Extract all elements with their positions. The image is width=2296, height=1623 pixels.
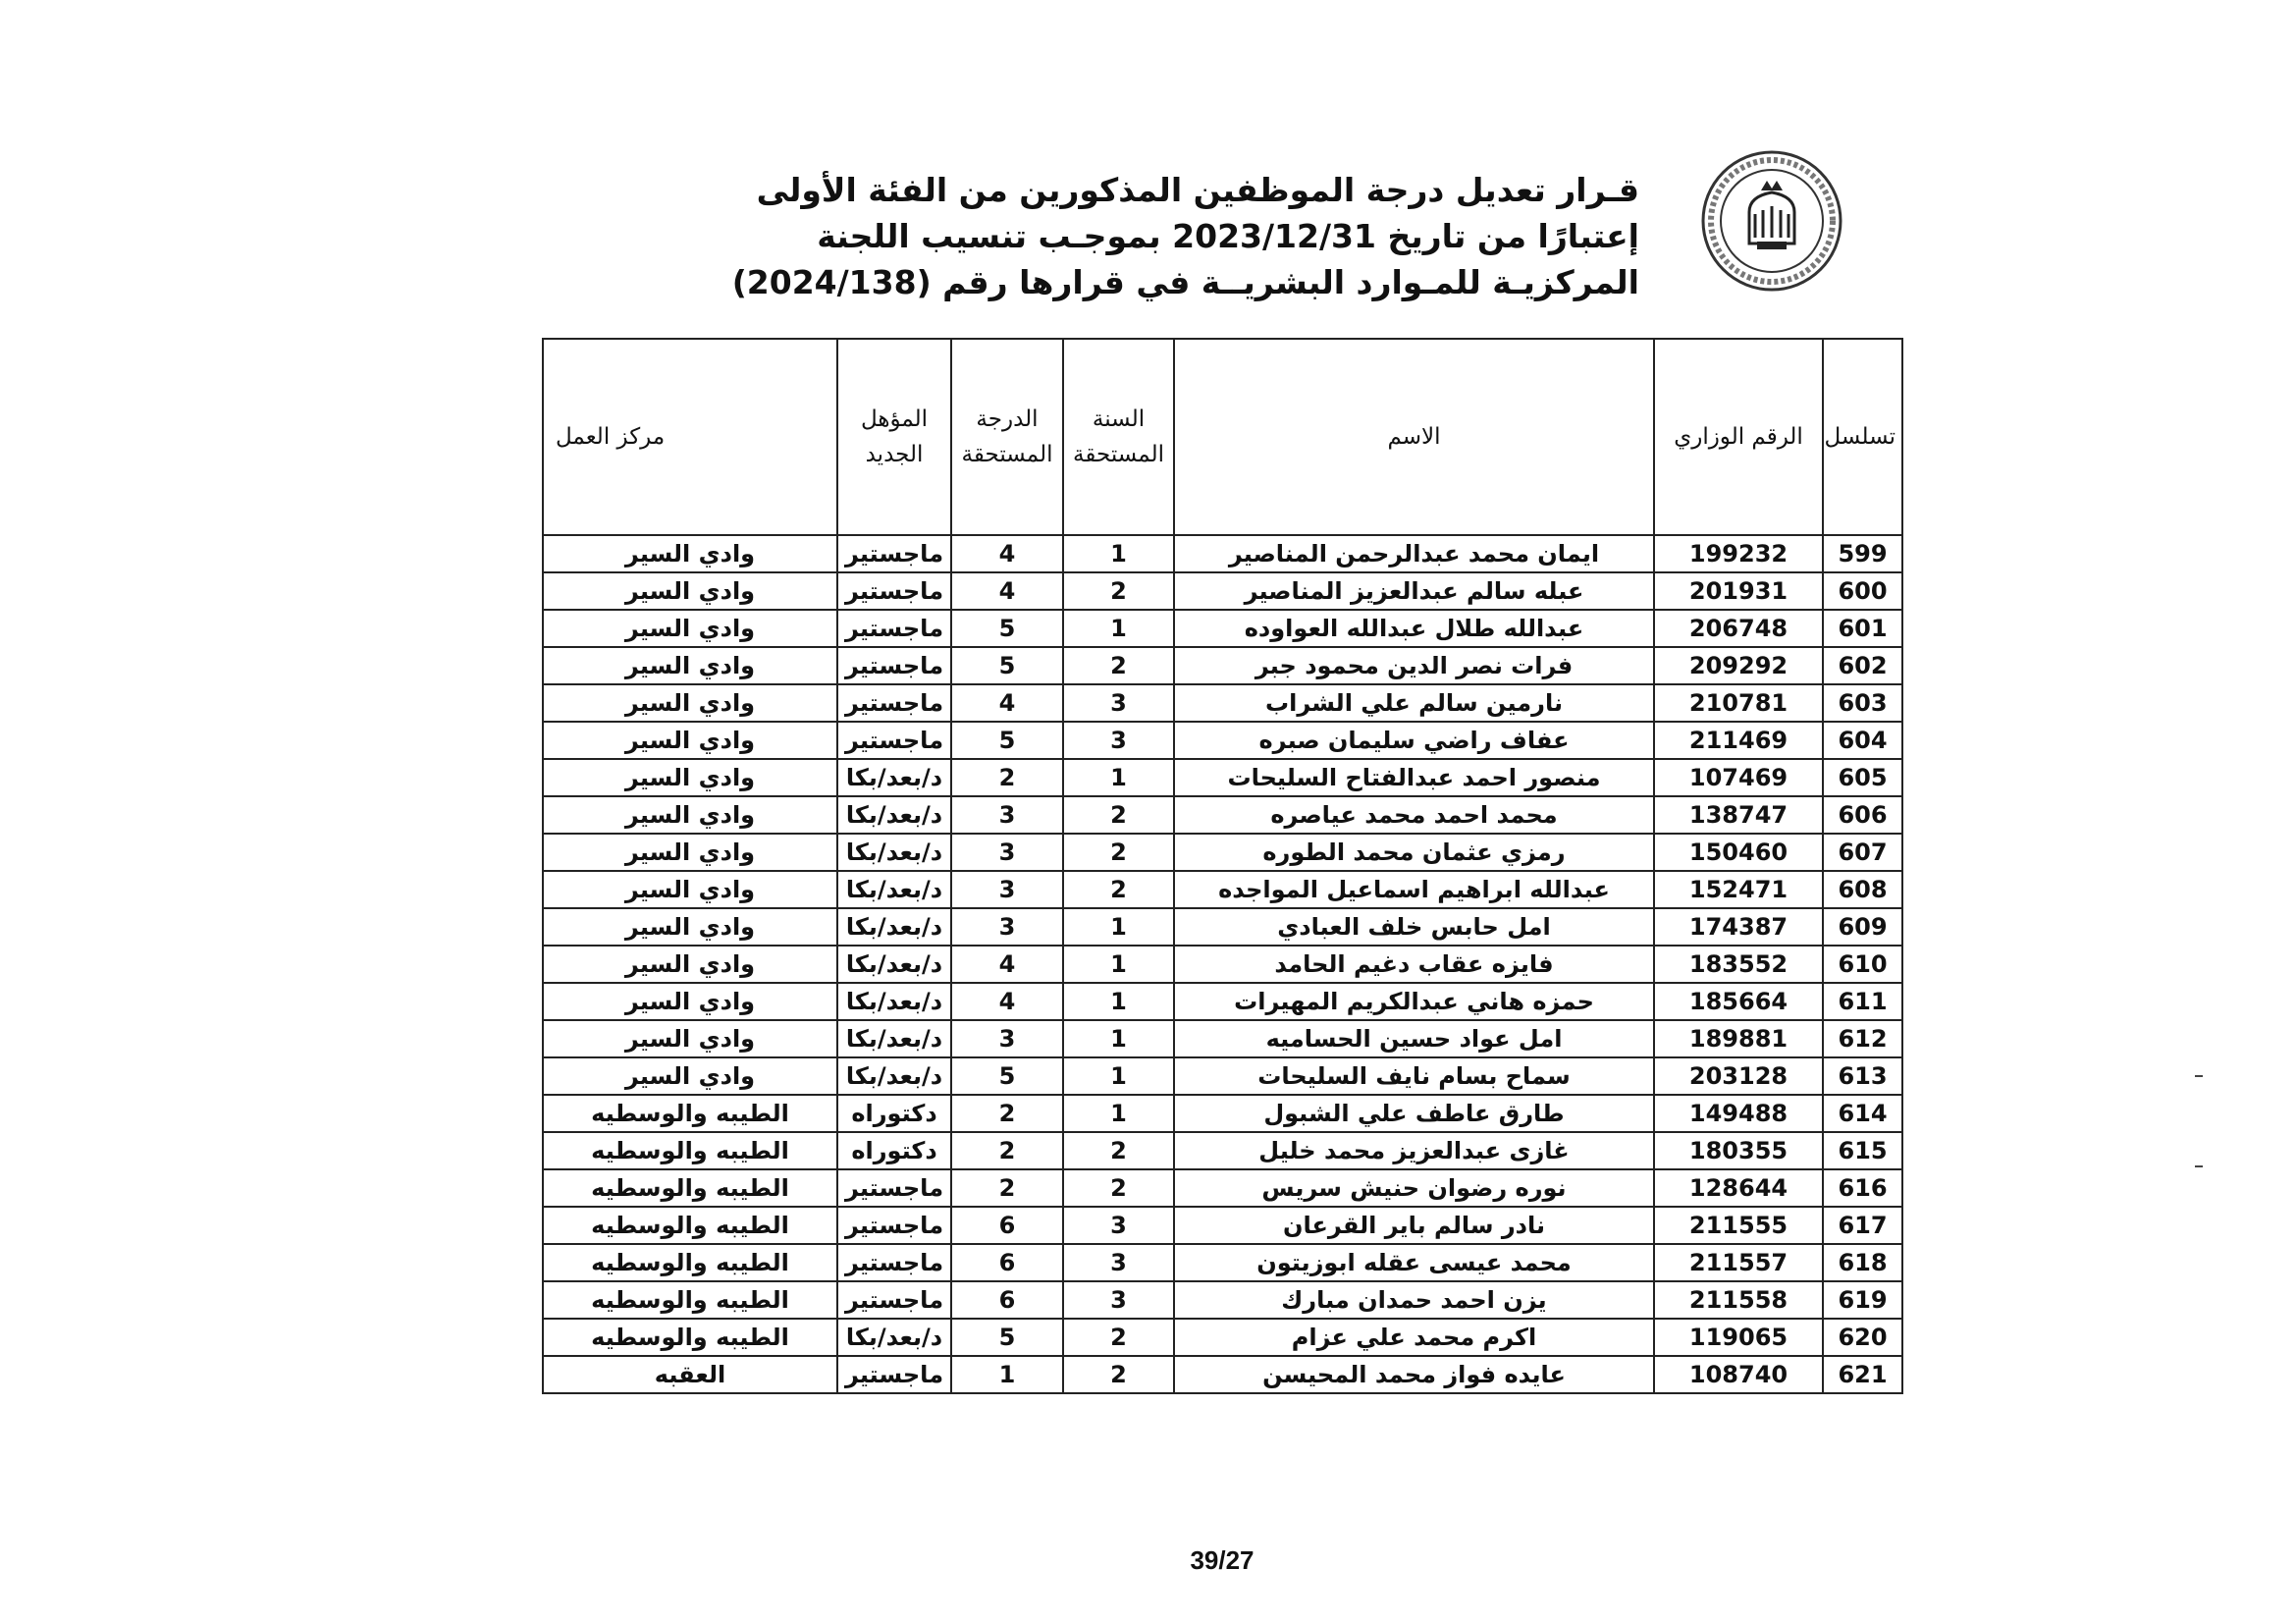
cell-ministry-no: 211558 [1654,1281,1823,1319]
cell-serial: 621 [1823,1356,1902,1393]
cell-name: منصور احمد عبدالفتاح السليحات [1174,759,1654,796]
document-title [731,167,1639,305]
cell-year: 2 [1063,834,1174,871]
cell-serial: 600 [1823,572,1902,610]
cell-grade: 5 [951,610,1063,647]
cell-grade: 5 [951,722,1063,759]
table-row [543,684,1902,722]
cell-year: 1 [1063,983,1174,1020]
cell-qualification: د/بعد/بكا [837,983,951,1020]
cell-serial: 610 [1823,946,1902,983]
cell-ministry-no: 150460 [1654,834,1823,871]
page-number: 39/27 [1190,1545,1255,1575]
cell-ministry-no: 199232 [1654,535,1823,572]
header-work-center: مركز العمل [543,339,837,535]
cell-serial: 611 [1823,983,1902,1020]
cell-qualification: ماجستير [837,722,951,759]
cell-year: 1 [1063,610,1174,647]
cell-serial: 602 [1823,647,1902,684]
cell-qualification: ماجستير [837,1244,951,1281]
cell-name: فرات نصر الدين محمود جبر [1174,647,1654,684]
cell-grade: 4 [951,684,1063,722]
cell-work-center: وادي السير [543,535,837,572]
table-row [543,1169,1902,1207]
table-row [543,722,1902,759]
cell-qualification: د/بعد/بكا [837,834,951,871]
header-qualification: المؤهل الجديد [837,339,951,535]
cell-ministry-no: 180355 [1654,1132,1823,1169]
cell-grade: 3 [951,871,1063,908]
cell-serial: 603 [1823,684,1902,722]
cell-work-center: وادي السير [543,983,837,1020]
cell-ministry-no: 128644 [1654,1169,1823,1207]
cell-work-center: وادي السير [543,946,837,983]
cell-serial: 615 [1823,1132,1902,1169]
cell-grade: 2 [951,759,1063,796]
cell-qualification: د/بعد/بكا [837,908,951,946]
cell-serial: 620 [1823,1319,1902,1356]
cell-qualification: د/بعد/بكا [837,796,951,834]
cell-work-center: وادي السير [543,871,837,908]
table-row [543,647,1902,684]
cell-work-center: الطيبه والوسطيه [543,1207,837,1244]
cell-qualification: ماجستير [837,684,951,722]
cell-ministry-no: 174387 [1654,908,1823,946]
cell-year: 1 [1063,908,1174,946]
cell-work-center: وادي السير [543,722,837,759]
cell-year: 2 [1063,796,1174,834]
cell-grade: 4 [951,983,1063,1020]
cell-ministry-no: 201931 [1654,572,1823,610]
cell-work-center: وادي السير [543,1057,837,1095]
table-row [543,535,1902,572]
cell-name: نوره رضوان حنيش سريس [1174,1169,1654,1207]
margin-mark [2195,1075,2203,1077]
cell-grade: 5 [951,1319,1063,1356]
cell-year: 3 [1063,722,1174,759]
cell-qualification: دكتوراه [837,1095,951,1132]
cell-qualification: ماجستير [837,1356,951,1393]
cell-ministry-no: 211557 [1654,1244,1823,1281]
cell-qualification: د/بعد/بكا [837,1057,951,1095]
table-row [543,871,1902,908]
margin-mark [2195,1165,2203,1167]
table-row [543,1132,1902,1169]
cell-ministry-no: 211469 [1654,722,1823,759]
cell-name: سماح بسام نايف السليحات [1174,1057,1654,1095]
table-row [543,946,1902,983]
cell-year: 1 [1063,1057,1174,1095]
cell-name: عبدالله ابراهيم اسماعيل المواجده [1174,871,1654,908]
cell-grade: 6 [951,1207,1063,1244]
cell-work-center: وادي السير [543,908,837,946]
table-row [543,1057,1902,1095]
cell-qualification: ماجستير [837,1281,951,1319]
table-row [543,796,1902,834]
cell-name: ايمان محمد عبدالرحمن المناصير [1174,535,1654,572]
cell-name: محمد احمد محمد عياصره [1174,796,1654,834]
table-row [543,759,1902,796]
cell-year: 2 [1063,572,1174,610]
cell-qualification: ماجستير [837,572,951,610]
cell-qualification: ماجستير [837,1207,951,1244]
cell-ministry-no: 149488 [1654,1095,1823,1132]
cell-name: عبدالله طلال عبدالله العواوده [1174,610,1654,647]
cell-name: عفاف راضي سليمان صبره [1174,722,1654,759]
cell-ministry-no: 138747 [1654,796,1823,834]
cell-qualification: ماجستير [837,610,951,647]
cell-ministry-no: 211555 [1654,1207,1823,1244]
cell-ministry-no: 107469 [1654,759,1823,796]
cell-work-center: وادي السير [543,610,837,647]
cell-serial: 599 [1823,535,1902,572]
header-year: السنة المستحقة [1063,339,1174,535]
cell-serial: 608 [1823,871,1902,908]
employees-table [542,338,1903,1394]
cell-name: يزن احمد حمدان مبارك [1174,1281,1654,1319]
table-row [543,610,1902,647]
table-row [543,1207,1902,1244]
cell-name: نارمين سالم علي الشراب [1174,684,1654,722]
cell-work-center: وادي السير [543,1020,837,1057]
table-row [543,834,1902,871]
cell-serial: 612 [1823,1020,1902,1057]
header-name: الاسم [1174,339,1654,535]
ministry-emblem-icon [1698,147,1845,295]
cell-name: اكرم محمد علي عزام [1174,1319,1654,1356]
table-row [543,1095,1902,1132]
cell-year: 2 [1063,871,1174,908]
cell-year: 1 [1063,1020,1174,1057]
cell-ministry-no: 108740 [1654,1356,1823,1393]
table-body [543,535,1902,1393]
cell-grade: 3 [951,796,1063,834]
cell-year: 1 [1063,759,1174,796]
cell-grade: 3 [951,1020,1063,1057]
cell-qualification: دكتوراه [837,1132,951,1169]
cell-qualification: د/بعد/بكا [837,759,951,796]
cell-serial: 617 [1823,1207,1902,1244]
cell-serial: 614 [1823,1095,1902,1132]
cell-qualification: د/بعد/بكا [837,946,951,983]
table-row [543,983,1902,1020]
cell-serial: 605 [1823,759,1902,796]
cell-year: 3 [1063,1281,1174,1319]
cell-name: رمزي عثمان محمد الطوره [1174,834,1654,871]
cell-serial: 616 [1823,1169,1902,1207]
table-header-row [543,339,1902,535]
cell-work-center: الطيبه والوسطيه [543,1169,837,1207]
cell-name: عبله سالم عبدالعزيز المناصير [1174,572,1654,610]
cell-ministry-no: 206748 [1654,610,1823,647]
header-serial: تسلسل [1823,339,1902,535]
cell-year: 3 [1063,1244,1174,1281]
cell-qualification: ماجستير [837,1169,951,1207]
cell-serial: 618 [1823,1244,1902,1281]
cell-name: امل عواد حسين الحساميه [1174,1020,1654,1057]
cell-work-center: وادي السير [543,759,837,796]
cell-serial: 609 [1823,908,1902,946]
cell-serial: 601 [1823,610,1902,647]
table-row [543,908,1902,946]
cell-year: 2 [1063,1132,1174,1169]
cell-name: عايده فواز محمد المحيسن [1174,1356,1654,1393]
cell-grade: 1 [951,1356,1063,1393]
cell-grade: 6 [951,1244,1063,1281]
cell-name: غازى عبدالعزيز محمد خليل [1174,1132,1654,1169]
cell-ministry-no: 185664 [1654,983,1823,1020]
cell-work-center: وادي السير [543,834,837,871]
cell-year: 3 [1063,1207,1174,1244]
cell-grade: 5 [951,1057,1063,1095]
cell-work-center: الطيبه والوسطيه [543,1244,837,1281]
cell-name: محمد عيسى عقله ابوزيتون [1174,1244,1654,1281]
cell-ministry-no: 210781 [1654,684,1823,722]
cell-work-center: وادي السير [543,647,837,684]
cell-year: 1 [1063,1095,1174,1132]
cell-work-center: الطيبه والوسطيه [543,1319,837,1356]
cell-ministry-no: 152471 [1654,871,1823,908]
table-row [543,1281,1902,1319]
cell-year: 2 [1063,1356,1174,1393]
cell-year: 2 [1063,1319,1174,1356]
table-row [543,572,1902,610]
cell-ministry-no: 119065 [1654,1319,1823,1356]
cell-name: نادر سالم باير القرعان [1174,1207,1654,1244]
cell-year: 2 [1063,647,1174,684]
cell-year: 1 [1063,946,1174,983]
table-row [543,1244,1902,1281]
cell-grade: 3 [951,834,1063,871]
cell-grade: 2 [951,1132,1063,1169]
table-row [543,1319,1902,1356]
title-line-2: إعتبارًا من تاريخ 2023/12/31 بموجـب تنسيب اللجنة [817,217,1639,255]
table-row [543,1356,1902,1393]
cell-work-center: وادي السير [543,796,837,834]
cell-grade: 2 [951,1095,1063,1132]
cell-qualification: د/بعد/بكا [837,871,951,908]
cell-year: 1 [1063,535,1174,572]
cell-qualification: د/بعد/بكا [837,1319,951,1356]
cell-ministry-no: 209292 [1654,647,1823,684]
title-line-3: المركزيـة للمـوارد البشريــة في قرارها رقم (2024/138) [731,263,1639,301]
cell-serial: 619 [1823,1281,1902,1319]
cell-serial: 607 [1823,834,1902,871]
cell-ministry-no: 183552 [1654,946,1823,983]
cell-name: فايزه عقاب دغيم الحامد [1174,946,1654,983]
table-row [543,1020,1902,1057]
cell-work-center: وادي السير [543,572,837,610]
cell-ministry-no: 189881 [1654,1020,1823,1057]
cell-grade: 4 [951,535,1063,572]
cell-serial: 606 [1823,796,1902,834]
cell-serial: 604 [1823,722,1902,759]
cell-work-center: الطيبه والوسطيه [543,1132,837,1169]
cell-qualification: ماجستير [837,535,951,572]
cell-name: حمزه هاني عبدالكريم المهيرات [1174,983,1654,1020]
cell-grade: 5 [951,647,1063,684]
cell-grade: 6 [951,1281,1063,1319]
cell-year: 3 [1063,684,1174,722]
cell-work-center: وادي السير [543,684,837,722]
cell-grade: 4 [951,572,1063,610]
cell-ministry-no: 203128 [1654,1057,1823,1095]
cell-qualification: ماجستير [837,647,951,684]
cell-work-center: الطيبه والوسطيه [543,1095,837,1132]
header-ministry-no: الرقم الوزاري [1654,339,1823,535]
cell-work-center: الطيبه والوسطيه [543,1281,837,1319]
cell-grade: 4 [951,946,1063,983]
cell-grade: 3 [951,908,1063,946]
cell-name: امل حابس خلف العبادي [1174,908,1654,946]
cell-year: 2 [1063,1169,1174,1207]
header-grade: الدرجة المستحقة [951,339,1063,535]
cell-work-center: العقبه [543,1356,837,1393]
cell-serial: 613 [1823,1057,1902,1095]
cell-name: طارق عاطف علي الشبول [1174,1095,1654,1132]
cell-qualification: د/بعد/بكا [837,1020,951,1057]
cell-grade: 2 [951,1169,1063,1207]
title-line-1: قـرار تعديل درجة الموظفين المذكورين من الفئة الأولى [756,171,1639,209]
